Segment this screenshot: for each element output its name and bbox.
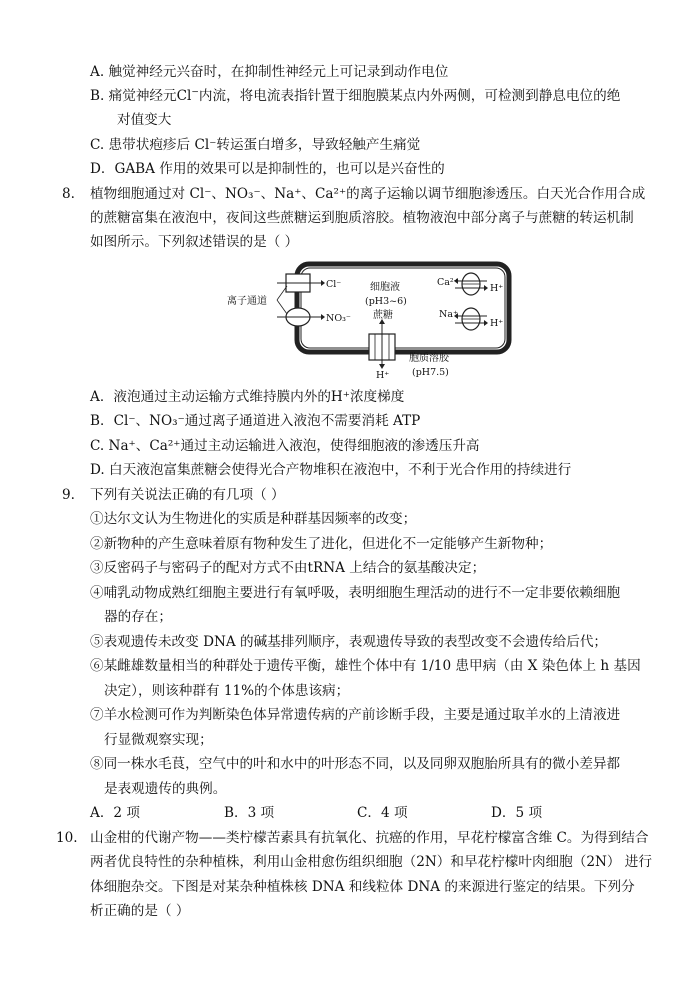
q9-choice-c: C．4 项 xyxy=(357,805,408,821)
q7-option-b-post: 内流，将电流表指针置于细胞膜某点内外两侧，可检测到静息电位的绝 xyxy=(198,88,621,104)
q10-stem-line3: 体细胞杂交。下图是对某杂种植株核 DNA 和线粒体 DNA 的来源进行鉴定的结果。下列分 xyxy=(90,879,635,895)
label-na: Na⁺ xyxy=(439,309,458,320)
q9-statement-3: ③反密码子与密码子的配对方式不由tRNA 上结合的氨基酸决定； xyxy=(90,560,486,576)
q9-statement-5: ⑤表观遗传未改变 DNA 的碱基排列顺序，表观遗传导致的表型改变不会遗传给后代； xyxy=(90,634,608,650)
q10-stem-line4: 析正确的是（ ） xyxy=(90,903,190,919)
label-cytosol: 胞质溶胶 xyxy=(409,353,449,364)
q7-option-b-cont: 对值变大 xyxy=(117,112,172,128)
q8-stem-line1: 植物细胞通过对 Cl⁻、NO₃⁻、Na⁺、Ca²⁺的离子运输以调节细胞渗透压。白天光合作用合成 xyxy=(90,186,646,202)
q7-option-d: D．GABA 作用的效果可以是抑制性的，也可以是兴奋性的 xyxy=(90,161,445,177)
sucrose-transporter xyxy=(369,319,395,369)
q9-statement-8b: 是表观遗传的典例。 xyxy=(104,781,227,797)
q7-option-a: A. 触觉神经元兴奋时，在抑制性神经元上可记录到动作电位 xyxy=(90,64,449,80)
label-ca: Ca²⁺ xyxy=(437,277,459,288)
q10-stem-line1: 山金柑的代谢产物——类柠檬苦素具有抗氧化、抗癌的作用，早花柠檬富含维 C。为得到结合 xyxy=(90,830,649,846)
label-h-bottom: H⁺ xyxy=(376,370,390,380)
q8-option-d: D. 白天液泡富集蔗糖会使得光合产物堆积在液泡中，不利于光合作用的持续进行 xyxy=(90,462,572,478)
q8-option-a: A．液泡通过主动运输方式维持膜内外的H⁺浓度梯度 xyxy=(90,389,405,405)
q10-stem-line2: 两者优良特性的杂种植株，利用山金柑愈伤组织细胞（2N）和早花柠檬叶肉细胞（2N） 进行 xyxy=(90,854,652,870)
na-antiporter xyxy=(454,308,488,330)
q7-option-c: C. 患带状疱疹后 Cl⁻转运蛋白增多，导致轻触产生痛觉 xyxy=(90,137,421,153)
label-cell-sap-ph: (pH3~6) xyxy=(365,296,407,307)
q10-number: 10. xyxy=(56,830,78,846)
label-cell-sap: 细胞液 xyxy=(370,282,400,293)
q9-statement-4b: 器的存在； xyxy=(104,609,172,625)
q8-stem-line2: 的蔗糖富集在液泡中，夜间这些蔗糖运到胞质溶胶。植物液泡中部分离子与蔗糖的转运机制 xyxy=(90,210,634,226)
label-no3: NO₃⁻ xyxy=(326,313,351,324)
q9-statement-8a: ⑧同一株水毛茛，空气中的叶和水中的叶形态不同，以及同卵双胞胎所具有的微小差异都 xyxy=(90,756,621,772)
q9-statement-6b: 决定），则该种群有 11%的个体患该病； xyxy=(104,683,350,699)
label-cytosol-ph: (pH7.5) xyxy=(412,367,449,378)
label-h-top: H⁺ xyxy=(490,283,504,294)
q9-choice-d: D．5 项 xyxy=(491,805,543,821)
q9-choice-b: B．3 项 xyxy=(224,805,275,821)
q8-number: 8. xyxy=(62,186,75,202)
q7-option-b-pre: B. 痛觉神经元Cl xyxy=(90,88,192,104)
label-ion-channel: 离子通道 xyxy=(227,296,267,307)
q9-statement-2: ②新物种的产生意味着原有物种发生了进化，但进化不一定能够产生新物种； xyxy=(90,536,553,552)
q8-option-c: C. Na⁺、Ca²⁺通过主动运输进入液泡，使得细胞液的渗透压升高 xyxy=(90,438,480,454)
label-h-mid: H⁺ xyxy=(490,318,504,329)
ca-antiporter xyxy=(454,273,488,295)
q9-stem: 下列有关说法正确的有几项（ ） xyxy=(90,487,285,503)
q9-statement-7b: 行显微观察实现； xyxy=(104,732,213,748)
q9-choice-a: A．2 项 xyxy=(90,805,140,821)
q9-statement-6a: ⑥某雌雄数量相当的种群处于遗传平衡，雄性个体中有 1/10 患甲病（由 X 染色体上 h 基因 xyxy=(90,658,641,674)
q7-option-b: B. 痛觉神经元Cl−内流，将电流表指针置于细胞膜某点内外两侧，可检测到静息电位的绝 xyxy=(90,87,621,104)
q8-stem-line3: 如图所示。下列叙述错误的是（ ） xyxy=(90,234,299,250)
q9-statement-4a: ④哺乳动物成熟红细胞主要进行有氧呼吸，表明细胞生理活动的进行不一定非要依赖细胞 xyxy=(90,585,621,601)
label-sucrose: 蔗糖 xyxy=(373,310,393,321)
q9-statement-1: ①达尔文认为生物进化的实质是种群基因频率的改变； xyxy=(90,511,417,527)
q8-option-b: B．Cl⁻、NO₃⁻通过离子通道进入液泡不需要消耗 ATP xyxy=(90,413,421,429)
q9-statement-7a: ⑦羊水检测可作为判断染色体异常遗传病的产前诊断手段，主要是通过取羊水的上清液进 xyxy=(90,707,621,723)
q9-number: 9. xyxy=(62,487,75,503)
label-cl: Cl⁻ xyxy=(326,279,342,290)
vacuole-transport-diagram xyxy=(225,260,525,380)
